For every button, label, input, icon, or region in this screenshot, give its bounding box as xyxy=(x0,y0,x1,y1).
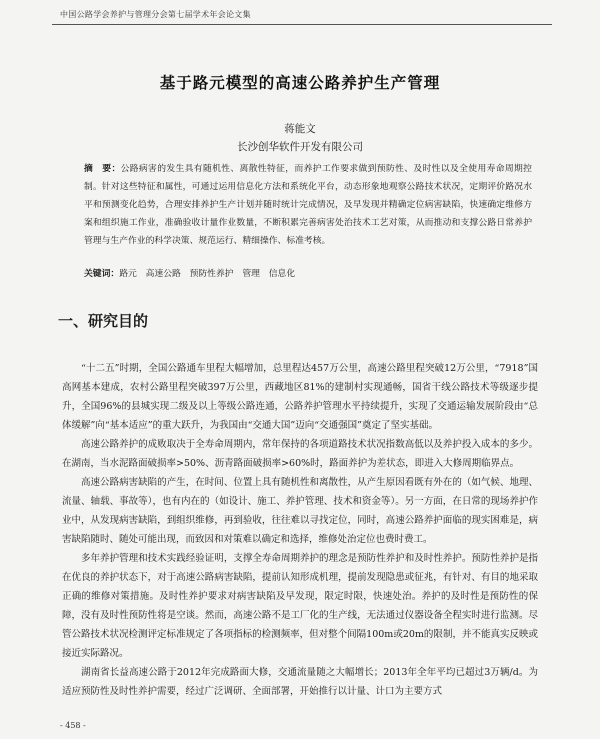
keywords xyxy=(84,266,532,282)
body-paragraph: 湖南省长益高速公路于2012年完成路面大修，交通流量随之大幅增长；2013年全年平均已超过3万辆/d。为适应预防性及时性养护需要，经过广泛调研、全面部署，开始推行以计量、计口为主要方式 xyxy=(62,667,538,697)
page-number: - 458 - xyxy=(60,721,86,730)
body-paragraph: 多年养护管理和技术实践经验证明，支撑全寿命周期养护的理念是预防性养护和及时性养护。预防性养护是指在优良的养护状态下，对于高速公路病害缺陷，提前认知形成机理，提前发现隐患或征兆，有针对、有目的地采取正确的维修对策措施。及时性养护要求对病害缺陷及早发现，限定时限，快速处治。养护的及时性是预防性的保障，没有及时性预防性将是空谈。然而，高速公路不是工厂化的生产线，无法通过仪器设备全程实时进行监测。尽管公路技术状况检测评定标准规定了各项指标的检测频率，但对整个间隔100m或20m的限制，并不能真实反映或接近实际路况。 xyxy=(62,553,538,659)
abstract-text: 公路病害的发生具有随机性、离散性特征，而养护工作要求做到预防性、及时性以及全使用寿命周期控制。针对这些特征和属性，可通过运用信息化方法和系统化平台，动态形象地观察公路技术状况，定期评价路况水平和预测变化趋势，合理安排养护生产计划并随时统计完成情况，及早发现并精确定位病害缺陷，快速确定维修方案和组织施工作业，准确验收计量作业数量，不断积累完善病害处治技术工艺对策，从而推动和支撑公路日常养护管理与生产作业的科学决策、规范运行、精细操作、标准考核。 xyxy=(84,164,532,247)
abstract-label: 摘 要： xyxy=(84,164,121,174)
affiliation: 长沙创华软件开发有限公司 xyxy=(237,141,363,153)
body-paragraph: “十二五”时期，全国公路通车里程大幅增加，总里程达457万公里，高速公路里程突破12万公里，“7918”国高网基本建成，农村公路里程突破397万公里，西藏地区81%的建制村实现通畅，国省干线公路技术等级逐步提升，全国96%的县城实现二级及以上等级公路连通，公路养护管理水平持续提升，实现了交通运输发展阶段由“总体缓解”向“基本适应”的重大跃升，为我国由“交通大国”迈向“交通强国”奠定了坚实基础。 xyxy=(62,363,538,431)
section-heading: 一、研究目的 xyxy=(58,312,149,330)
running-header: 中国公路学会养护与管理分会第七届学术年会论文集 xyxy=(60,10,251,19)
keywords-label: 关键词： xyxy=(84,269,120,279)
body-paragraph: 高速公路病害缺陷的产生，在时间、位置上具有随机性和离散性，从产生原因看既有外在的（如气候、地理、流量、轴载、事故等），也有内在的（如设计、施工、养护管理、技术和资金等）。另一方面，在日常的现场养护作业中，从发现病害缺陷，到组织维修，再到验收，往往难以寻找定位，同时，高速公路养护面临的现实困难是，病害缺陷随时、随处可能出现，而致因和对策难以确定和选择，维修处治定位也费时费工。 xyxy=(62,477,538,545)
body-paragraph: 高速公路养护的成败取决于全寿命周期内，常年保持的各项道路技术状况指数高低以及养护投入成本的多少。在湖南，当水泥路面破损率>50%、沥青路面破损率>60%时，路面养护为差状态，即进入大修周期临界点。 xyxy=(62,439,538,469)
author-name: 蒋能文 xyxy=(284,123,316,135)
paper-title: 基于路元模型的高速公路养护生产管理 xyxy=(159,73,441,92)
keywords-text: 路元 高速公路 预防性养护 管理 信息化 xyxy=(119,269,296,279)
header-rule xyxy=(52,24,552,25)
body-text xyxy=(62,359,538,701)
abstract xyxy=(84,160,532,250)
